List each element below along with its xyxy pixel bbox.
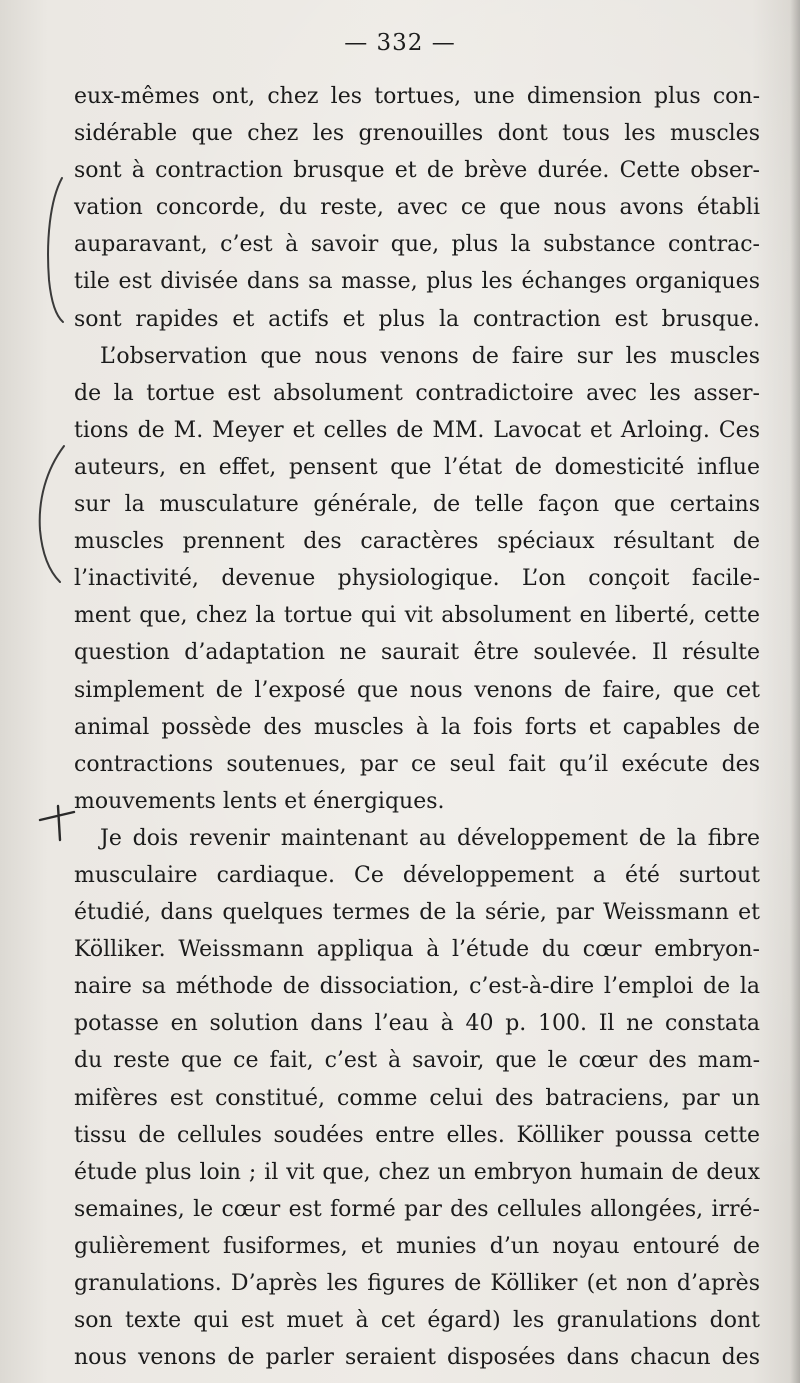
body-text bbox=[74, 78, 760, 1376]
text-line: tile est divisée dans sa masse, plus les échanges organiques bbox=[74, 269, 760, 295]
text-line: tions de M. Meyer et celles de MM. Lavocat et Arloing. Ces bbox=[74, 417, 760, 443]
cross-mark-icon bbox=[40, 806, 74, 840]
text-line: vation concorde, du reste, avec ce que nous avons établi bbox=[74, 195, 760, 221]
text-line: nous venons de parler seraient disposées dans chacun des bbox=[74, 1345, 760, 1371]
margin-bracket-lower bbox=[40, 446, 64, 582]
text-line: étude plus loin ; il vit que, chez un embryon humain de deux bbox=[74, 1159, 760, 1185]
text-line: sont à contraction brusque et de brève durée. Cette obser- bbox=[74, 158, 760, 184]
text-line: gulièrement fusiformes, et munies d’un noyau entouré de bbox=[74, 1233, 760, 1259]
text-line: l’inactivité, devenue physiologique. L’on conçoit facile- bbox=[74, 566, 760, 592]
text-line: mifères est constitué, comme celui des batraciens, par un bbox=[74, 1085, 760, 1111]
text-line: auparavant, c’est à savoir que, plus la substance contrac- bbox=[74, 232, 760, 258]
text-line: contractions soutenues, par ce seul fait qu’il exécute des bbox=[74, 751, 760, 777]
text-line: musculaire cardiaque. Ce développement a été surtout bbox=[74, 862, 760, 888]
text-line: du reste que ce fait, c’est à savoir, que le cœur des mam- bbox=[74, 1048, 760, 1074]
text-line: tissu de cellules soudées entre elles. Kölliker poussa cette bbox=[74, 1122, 760, 1148]
text-line: de la tortue est absolument contradictoire avec les asser- bbox=[74, 380, 760, 406]
text-line: auteurs, en effet, pensent que l’état de domesticité influe bbox=[74, 454, 760, 480]
text-line: semaines, le cœur est formé par des cellules allongées, irré- bbox=[74, 1196, 760, 1222]
page-number: — 332 — bbox=[344, 30, 456, 56]
text-line: animal possède des muscles à la fois forts et capables de bbox=[74, 714, 760, 740]
text-line: simplement de l’exposé que nous venons de faire, que cet bbox=[74, 677, 760, 703]
text-line: mouvements lents et énergiques. bbox=[74, 788, 445, 814]
text-line: muscles prennent des caractères spéciaux résultant de bbox=[74, 529, 760, 555]
text-line: question d’adaptation ne saurait être soulevée. Il résulte bbox=[74, 640, 760, 666]
text-line: ment que, chez la tortue qui vit absolument en liberté, cette bbox=[74, 603, 760, 629]
page-edge-shadow bbox=[790, 0, 800, 1383]
text-line: naire sa méthode de dissociation, c’est-à-dire l’emploi de la bbox=[74, 974, 760, 1000]
text-line: granulations. D’après les figures de Kölliker (et non d’après bbox=[74, 1271, 760, 1296]
margin-bracket-upper bbox=[48, 178, 63, 322]
text-line: sidérable que chez les grenouilles dont tous les muscles bbox=[74, 121, 760, 147]
text-line: étudié, dans quelques termes de la série, par Weissmann et bbox=[74, 900, 760, 926]
text-line: son texte qui est muet à cet égard) les granulations dont bbox=[74, 1308, 760, 1334]
text-line: sur la musculature générale, de telle façon que certains bbox=[74, 492, 760, 518]
text-line: sont rapides et actifs et plus la contraction est brusque. bbox=[74, 306, 760, 332]
text-line: Je dois revenir maintenant au développement de la fibre bbox=[100, 825, 760, 851]
text-line: eux-mêmes ont, chez les tortues, une dimension plus con- bbox=[74, 84, 760, 109]
text-line: L’observation que nous venons de faire sur les muscles bbox=[100, 343, 760, 369]
text-line: Kölliker. Weissmann appliqua à l’étude du cœur embryon- bbox=[74, 937, 760, 963]
text-line: potasse en solution dans l’eau à 40 p. 100. Il ne constata bbox=[74, 1011, 760, 1037]
